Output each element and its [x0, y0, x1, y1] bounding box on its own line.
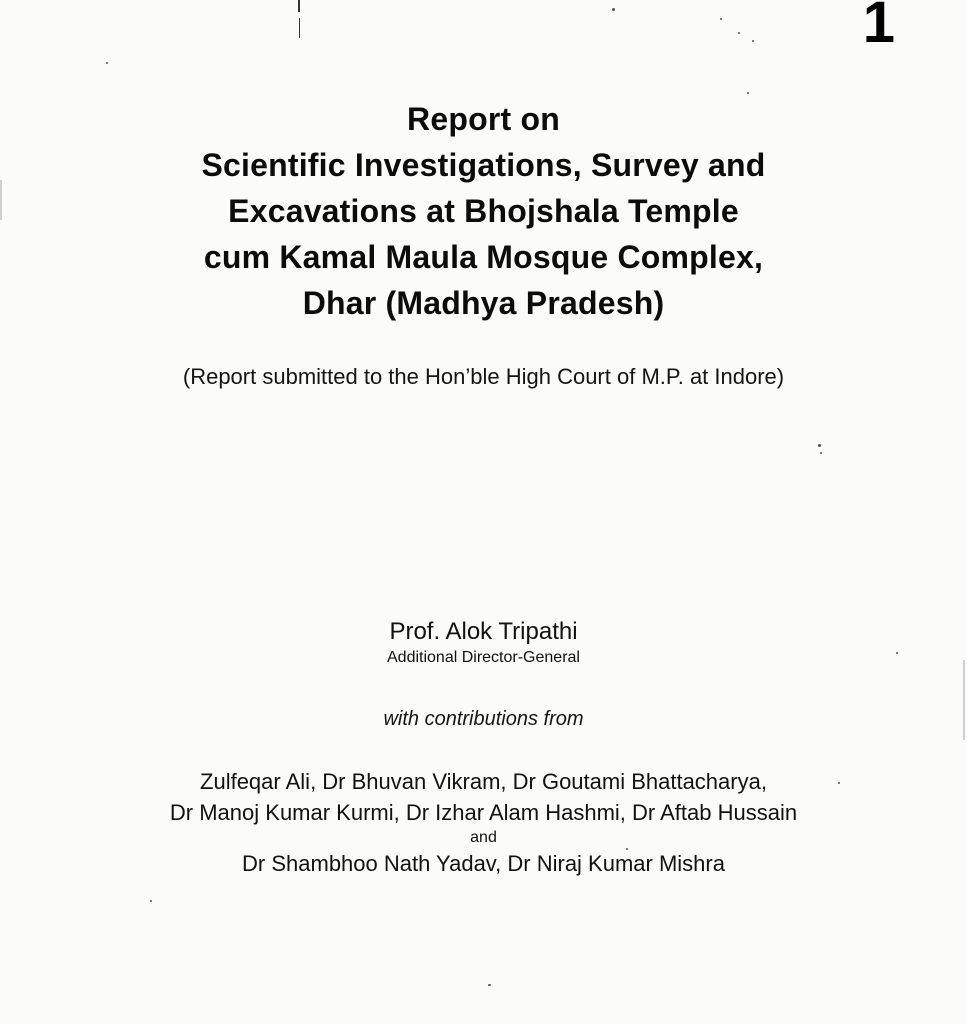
contributors-line: Dr Shambhoo Nath Yadav, Dr Niraj Kumar Mishra — [242, 851, 725, 876]
scan-speck — [488, 984, 491, 986]
title-line: Excavations at Bhojshala Temple — [228, 193, 739, 229]
contributors-list — [0, 766, 967, 879]
scan-speck — [106, 62, 108, 64]
scan-mark — [298, 0, 300, 12]
scan-speck — [612, 8, 615, 11]
author-role: Additional Director-General — [387, 649, 580, 666]
scan-speck — [820, 452, 822, 454]
title-line: Scientific Investigations, Survey and — [201, 147, 766, 183]
contributors-line: Zulfeqar Ali, Dr Bhuvan Vikram, Dr Goutami Bhattacharya, — [200, 769, 767, 794]
scan-speck — [150, 900, 152, 902]
author-block — [0, 616, 967, 668]
scan-speck — [738, 32, 740, 34]
scan-speck — [752, 40, 754, 42]
report-subtitle: (Report submitted to the Hon’ble High Court of M.P. at Indore) — [182, 364, 785, 389]
contributors-and: and — [470, 829, 497, 846]
report-title — [0, 96, 967, 326]
contributors-line: Dr Manoj Kumar Kurmi, Dr Izhar Alam Hashmi, Dr Aftab Hussain — [169, 800, 798, 825]
author-name: Prof. Alok Tripathi — [389, 618, 578, 645]
scan-mark — [299, 18, 300, 38]
title-line: cum Kamal Maula Mosque Complex, — [203, 239, 764, 275]
scan-speck — [747, 92, 749, 94]
title-line: Dhar (Madhya Pradesh) — [302, 285, 665, 321]
scan-speck — [720, 18, 722, 20]
scan-speck — [818, 444, 821, 447]
title-line: Report on — [407, 101, 560, 137]
page-number: 1 — [862, 0, 895, 55]
contributions-label: with contributions from — [383, 708, 584, 730]
